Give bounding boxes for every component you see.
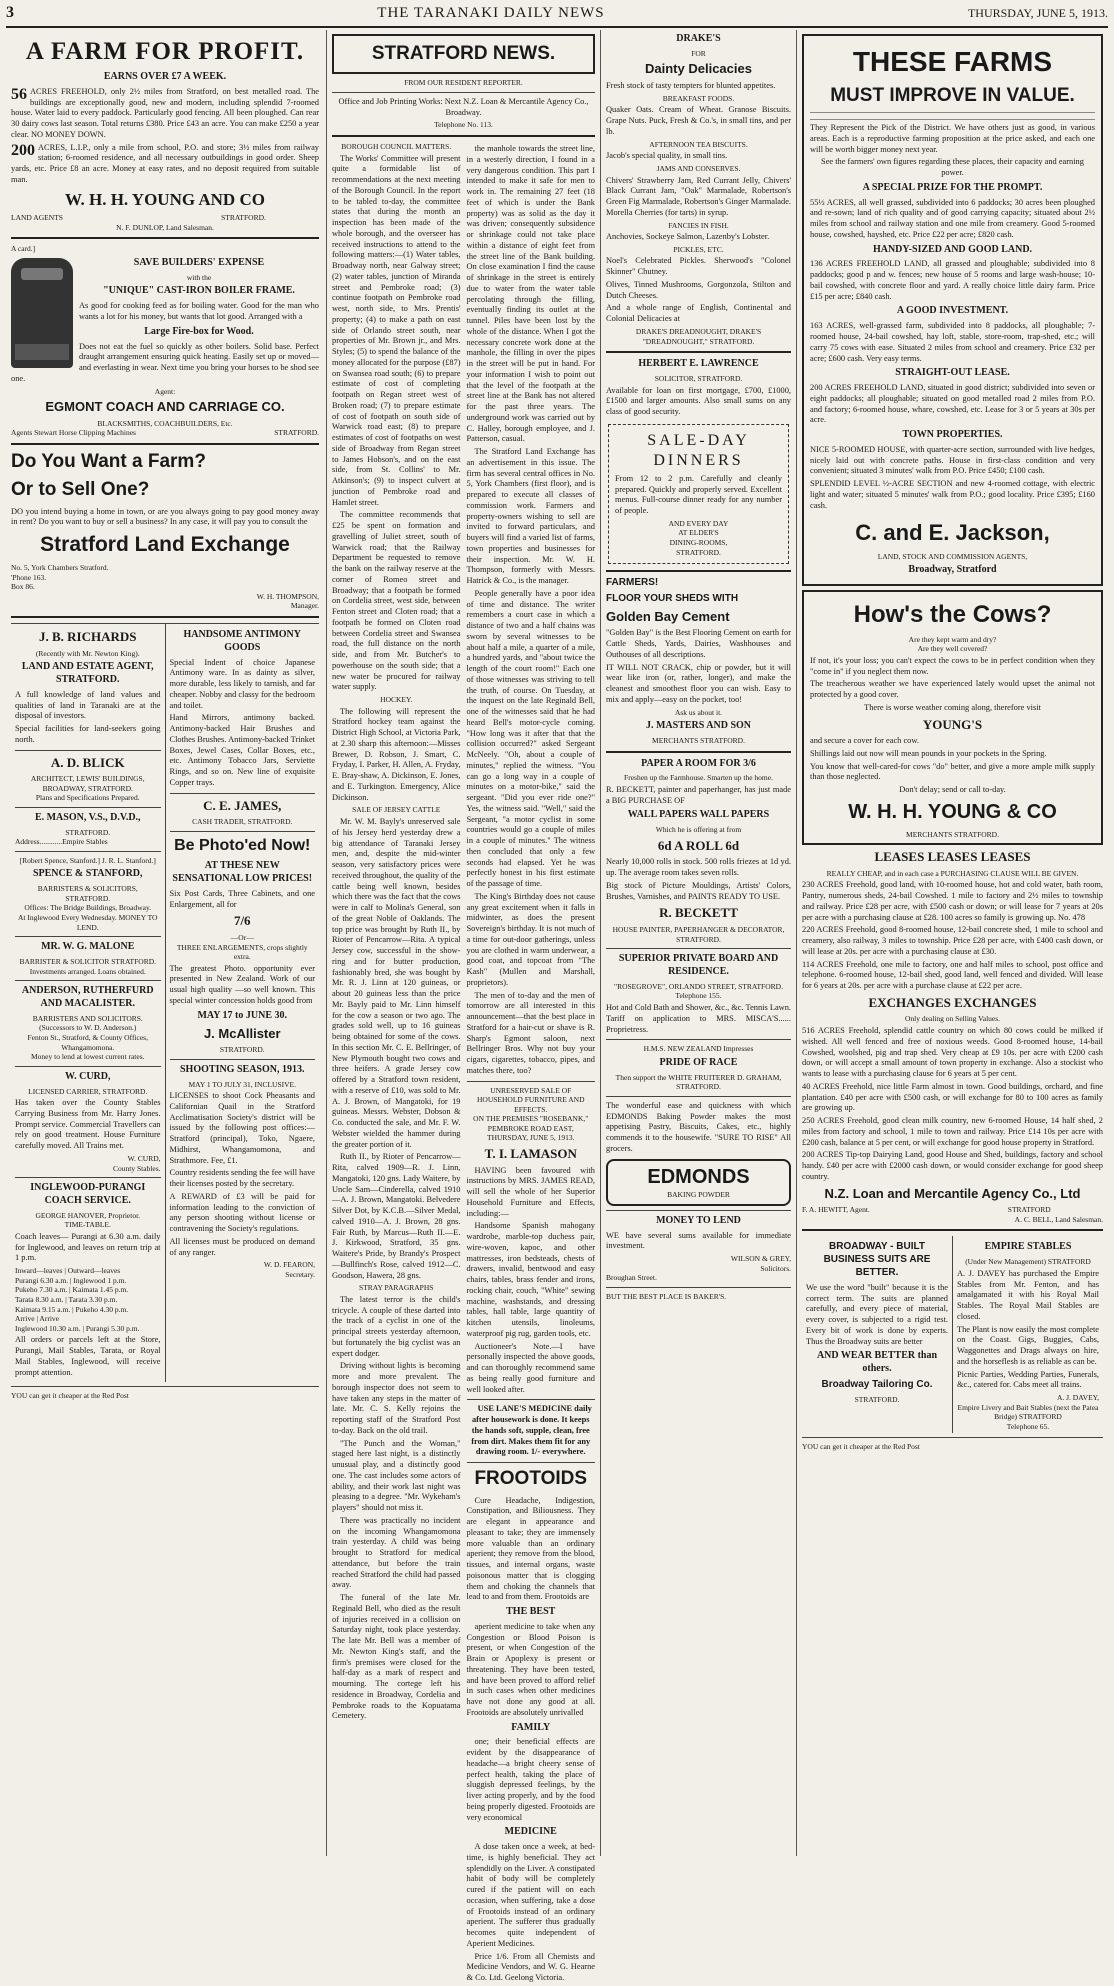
hows-the-cows-advert: How's the Cows? Are they kept warm and dry? Are they well covered? If not, it's your loss; you can't expect the cows to be in perfect condition when they "come in" if you neglect them now. The treacherous weather we have experienced lately would upset the animal not protected by a good cover. There is worse weather coming along, therefore visit YOUNG'S and secure a cover for each cow. Shillings laid out now will mean pounds in your pockets in the Spring. You know that well-cared-for cows "do" better, and give a more ample milk supply than those neglected. Don't delay; send or call to-day. W. H. H. YOUNG & CO MERCHANTS STRATFORD. [802,590,1103,845]
mcallister-name: J. McAllister [203,1025,281,1041]
borough-heading: BOROUGH COUNCIL MATTERS. [341,142,452,151]
issue-date: THURSDAY, JUNE 5, 1913. [967,5,1108,20]
spence-stanford-name: SPENCE & STANFORD, [32,868,143,880]
wall-paper-price: 6d A ROLL 6d [657,837,740,853]
antimony-heading: HANDSOME ANTIMONY GOODS [183,628,301,653]
farm-55-listing: 55½ ACRES, all well grassed, subdivided into 6 paddocks; 30 acres been ploughed and re-sown; land of rich quality and of good carrying capacity; situated about 2½ miles from school and railway station and one mile from creamery. Good 5-roomed house, cowshed, hayshed, etc. Price £22 per acre; £820 cash. [810,197,1095,239]
col1-lower-split: J. B. RICHARDS (Recently with Mr. Newton King). LAND AND ESTATE AGENT, STRATFORD. A full knowledge of land values and qualities of land in Taranaki are at the disposal of investors. Special facilities for land-seekers going north. A. D. BLICK ARCHITECT, LEWIS' BUILDINGS, BROADWAY, STRATFORD. Plans and Specifications Prepared. E. MASON, V.S., D.V.D., STRATFORD. Address............Empire Stables [Robert Spence, Stanford.] J. R. L. Stanford.] SPENCE & STANFORD, BARRISTERS & SOLICITORS, STRATFORD. Offices: The Bridge Buildings, Broadway. At Inglewood Every Wednesday. MONEY TO LEND. MR. W. G. MALONE BARRISTER & SOLICITOR STRATFORD. Investments arranged. Loans obtained. ANDERSON, RUTHERFURD AND MACALISTER. BARRISTERS AND SOLICITORS. (Successors to W. D. Anderson.) Fenton St., Stratford, & County Offices, Whangamomona. Money to lend at lowest current rates. W. CURD, LICENSED CARRIER, STRATFORD. Has taken over the County Stables Carrying Business from Mr. Harry Jones. Prompt service. Commercial Travellers can rely on good treatment. House Furniture carefully moved. All Trains met. W. CURD, County Stables. INGLEWOOD-PURANGI COACH SERVICE. GEORGE HANOVER, Proprietor. TIME-TABLE. Coach leaves— Purangi at 6.30 a.m. daily for Inglewood, and leaves on return trip at 1 p.m. Inward—leaves | Outward—leaves Purangi 6.30 a.m. | Inglewood 1 p.m. Pukeho 7.30 a.m. | Kaimata 1.45 p.m. Tarata 8.30 a.m. | Tarata 3.30 p.m. Kaimata 9.15 a.m. | Pukeho 4.30 p.m. Arrive | Arrive Inglewood 10.30 a.m. | Purangi 5.30 p.m. All orders or parcels left at the Store, Purangi, Mail Stables, Tarata, or Royal Mail Stables, Inglewood, will receive prompt attention. HANDSOME ANTIMONY GOODS Special Indent of choice Japanese Antimony ware. In as dainty as silver, more durable, less likely to tarnish, and far cheaper. Nobby and classy for the bedroom and toilet. Hand Mirrors, antimony backed. Antimony-backed Hair Brushes and Clothes Brushes. Antimony-backed Trinket Boxes, Jewel Cases, Collar Boxes, etc., etc. Antimony Tobacco Jars, Serviette Rings, and so on. New line of exquisite Copper trays. C. E. JAMES, CASH TRADER, STRATFORD. Be Photo'ed Now! AT THESE NEW SENSATIONAL LOW PRICES! Six Post Cards, Three Cabinets, and one Enlargement, all for 7/6 —Or— THREE ENLARGEMENTS, crops slightly extra. The greatest Photo. opportunity ever presented in New Zealand. Work of our usual high quality —so well known. This special winter concession holds good from MAY 17 to JUNE 30. J. McAllister STRATFORD. SHOOTING SEASON, 1913. MAY 1 TO JULY 31, INCLUSIVE. LICENSES to shoot Cock Pheasants and Californian Quail in the Stratford Acclimatisation Society's district will be issued by the following post offices:—Stratford (principal), Toko, Ngaere, Midhirst, Whangamomona, and Strathmore. Fee, £1. Country residents sending the fee will have their licenses posted by the secretary. A REWARD of £3 will be paid for information leading to the conviction of any person shooting without license or contravening the Society's regulations. All licenses must be produced on demand of any ranger. W. D. FEARON, Secretary. [11,623,319,1382]
coach-service-title: INGLEWOOD-PURANGI COACH SERVICE. [30,1182,146,1206]
want-farm-question: Do You Want a Farm? [11,450,206,472]
col4-footer: YOU can get it cheaper at the Red Post [802,1442,920,1452]
stray-heading: STRAY PARAGRAPHS [359,1283,434,1293]
beckett-name: R. BECKETT [659,905,738,921]
col3-footer: BUT THE BEST PLACE IS BAKER'S. [606,1291,727,1301]
young-salesman: N. F. DUNLOP, Land Salesman. [116,222,214,232]
malone-name: MR. W. G. MALONE [41,941,135,953]
mason-name: E. MASON, V.S., D.V.D., [34,811,141,823]
farm-200-lease-listing: 200 ACRES FREEHOLD LAND, situated in good district; subdivided into seven or eight paddocks; all ploughable; situated on good metalled road 2 miles from P.O. and factory; 6-roomed house, whare, cowshed, etc. Lease for 3 or 5 years at 30s per acre. [810,383,1095,425]
must-improve-title: MUST IMPROVE IN VALUE. [830,84,1075,106]
nz-loan-title: N.Z. Loan and Mercantile Agency Co., Ltd [824,1185,1081,1201]
coach-timetable: Inward—leaves | Outward—leaves Purangi 6.30 a.m. | Inglewood 1 p.m. Pukeho 7.30 a.m. | Kaimata 1.45 p.m. Tarata 8.30 a.m. | Tarata 3.30 p.m. Kaimata 9.15 a.m. | Pukeho 4.30 p.m. Arrive | Arrive Inglewood 10.30 a.m. | Purangi 5.30 p.m. [15,1266,140,1333]
jersey-heading: SALE OF JERSEY CATTLE [352,805,441,815]
farm-56-listing: 56 ACRES FREEHOLD, only 2½ miles from Stratford, on best metalled road. The buildings are exceptionally good, new and modern, including splendid 7-roomed house. Water laid to every paddock. Particularly good fencing. All been ploughed. Can rear 30 dairy cows last season. Total returns £380. Price £43 an acre. You can make £250 a year clear. NO MONEY DOWN. [11,85,319,139]
farm-163-listing: 163 ACRES, well-grassed farm, subdivided into 8 paddocks, all ploughable; 7-roomed house, 24-bail cowshed, hay loft, stable, store-room, trap-shed, etc.; will carry 75 cows with ease. Situated 2 miles from school and creamery. Price £32 per acre; £600 cash. Very easy terms. [810,321,1095,363]
farm-for-profit-heading: A FARM FOR PROFIT. [25,38,305,65]
shooting-season-title: SHOOTING SEASON, 1913. [180,1063,305,1075]
egmont-coach-name: EGMONT COACH AND CARRIAGE CO. [45,399,285,415]
masthead [6,0,1108,28]
farm-earnings-sub: EARNS OVER £7 A WEEK. [103,71,227,82]
these-farms-title: THESE FARMS [852,46,1053,77]
edmonds-logo: EDMONDS BAKING POWDER [606,1159,791,1206]
young-agents-heading: W. H. H. YOUNG AND CO [65,189,265,209]
curd-name: W. CURD, [65,1070,111,1082]
drakes-heading: DRAKE'S [676,33,721,44]
hows-the-cows-title: How's the Cows? [853,600,1052,628]
private-board-title: SUPERIOR PRIVATE BOARD AND RESIDENCE. [618,953,779,978]
unique-boiler-advert: A card.] SAVE BUILDERS' EXPENSE with the "UNIQUE" CAST-IRON BOILER FRAME. As good for cooking feed as for boiling water. Good for the man who wants a lot for his money, but wants that lot good. Arranged with a Large Fire-box for Wood. Does not eat the fuel so quickly as other boilers. Solid base. Perfect draught arrangement ensuring quick heating. Easily set up or moved—and everlasting in wear. Next time you bring your horses to be shod see one. Agent: EGMONT COACH AND CARRIAGE CO. BLACKSMITHS, COACHBUILDERS, Etc. Agents Stewart Horse Clipping Machines STRATFORD. [11,244,319,438]
photo-price: 7/6 [233,913,251,929]
sale-day-dinners-ad: SALE-DAY DINNERS From 12 to 2 p.m. Carefully and cleanly prepared. Quickly and properly served. Excellent menus. Full-course dinner ready for any number of people. AND EVERY DAY AT ELDER'S DINING-ROOMS, STRATFORD. [608,424,789,564]
sell-farm-question: Or to Sell One? [11,479,150,501]
hockey-heading: HOCKEY. [380,695,413,705]
richards-name: J. B. RICHARDS [38,628,137,644]
exchanges-heading: EXCHANGES EXCHANGES [868,994,1037,1010]
stratford-news-masthead [332,34,595,74]
boiler-illustration [11,258,73,368]
farm-136-listing: 136 ACRES FREEHOLD LAND, all grassed and ploughable; subdivided into 8 paddocks; good p and w. fences; new house of 5 rooms and large wash-house; 10-bail cowshed, with concrete floor and yard. A really choice little dairy farm. Price £15 per acre; £840 cash. [810,259,1095,301]
youngs-name: YOUNG'S [922,716,983,732]
dainty-delicacies-title: Dainty Delicacies [645,61,752,77]
anderson-name: ANDERSON, RUTHERFURD AND MACALISTER. [21,985,154,1010]
land-exchange-text: DO you intend buying a home in town, or are you always going to pay good money away in rent? Do you want to buy or sell a business? In any case, it will pay you to consult the [11,506,319,527]
photo-heading: Be Photo'ed Now! [174,836,311,854]
these-farms-advert: THESE FARMS MUST IMPROVE IN VALUE. They Represent the Pick of the District. We have others just as good, in various areas. Each is a reproductive farming proposition at the price asked, and each one will be worth bigger money next year. See the farmers' own figures regarding these places, their capacity and earning power. A SPECIAL PRIZE FOR THE PROMPT. 55½ ACRES, all well grassed, subdivided into 6 paddocks; 30 acres been ploughed and re-sown; land of rich quality and of good carrying capacity; situated about 2½ miles from school and railway station and one mile from creamery. Good 5-roomed house, cowshed, hayshed, etc. Price £22 per acre; £820 cash. HANDY-SIZED AND GOOD LAND. 136 ACRES FREEHOLD LAND, all grassed and ploughable; subdivided into 8 paddocks; good p and w. fences; new house of 5 rooms and large wash-house; 10-bail cowshed, with concrete floor and yard. A really choice little dairy farm. Price £15 per acre; £840 cash. A GOOD INVESTMENT. 163 ACRES, well-grassed farm, subdivided into 8 paddocks, all ploughable; 7-roomed house, 24-bail cowshed, hay loft, stable, store-room, trap-shed, etc.; will carry 75 cows with ease. Situated 2 miles from school and creamery. Price £32 per acre; £600 cash. Very easy terms. STRAIGHT-OUT LEASE. 200 ACRES FREEHOLD LAND, situated in good district; subdivided into seven or eight paddocks; all ploughable; situated on good metalled road 2 miles from P.O. and factory; 6-roomed house, whare, cowshed, etc. Lease for 3 or 5 years at 30s per acre. TOWN PROPERTIES. NICE 5-ROOMED HOUSE, with quarter-acre section, surrounded with live hedges, nicely laid out with concrete paths. House in first-class condition and very convenient; situated 3 minutes' walk from P.O. Price £450; £100 cash. SPLENDID LEVEL ½-ACRE SECTION and new 4-roomed cottage, with electric light and water; situated 5 minutes' walk from P.O.; good locality. Price £395; £160 cash. C. and E. Jackson, LAND, STOCK AND COMMISSION AGENTS, Broadway, Stratford [802,34,1103,586]
young-merchants-title: W. H. H. YOUNG & CO [848,800,1057,823]
column-3: DRAKE'S FOR Dainty Delicacies Fresh stock of tasty tempters for blunted appetites. BREAKFAST FOODS. Quaker Oats. Cream of Wheat. Granose Biscuits. Grape Nuts. Puck, Fresh & Co.'s, in small tins, and per lb. AFTERNOON TEA BISCUITS. Jacob's special quality, in small tins. JAMS AND CONSERVES. Chivers' Strawberry Jam, Red Currant Jelly, Chivers' Black Currant Jam, "Oak" Marmalade, Robertson's Green Fig Marmalade, Robertson's Ginger Marmalade. Morella Cherries (for tarts) in syrup. FANCIES IN FISH. Anchovies, Sockeye Salmon, Lazenby's Lobster. PICKLES, ETC. Noel's Celebrated Pickles. Sherwood's "Colonel Skinner" Chutney. Olives, Tinned Mushrooms, Gorgonzola, Stilton and Dutch Cheeses. And a whole range of English, Continental and Colonial Delicacies at DRAKE'S DREADNOUGHT, DRAKE'S "DREADNOUGHT," STRATFORD. HERBERT E. LAWRENCE SOLICITOR, STRATFORD. Available for loan on first mortgage, £700, £1000, £1500 and larger amounts. Also small sums on any class of good security. SALE-DAY DINNERS From 12 to 2 p.m. Carefully and cleanly prepared. Quickly and properly served. Excellent menus. Full-course dinner ready for any number of people. AND EVERY DAY AT ELDER'S DINING-ROOMS, STRATFORD. FARMERS! FLOOR YOUR SHEDS WITH Golden Bay Cement "Golden Bay" is the Best Flooring Cement on earth for Cattle Sheds, Yards, Dairies, Washhouses and Outhouses of all descriptions. IT WILL NOT CRACK, chip or powder, but it will wear like iron (or, rather, longer), and make the cleanest and smoothest floor you can wish. Easy to mix and apply—easy on the pocket, too! Ask us about it. J. MASTERS AND SON MERCHANTS STRATFORD. PAPER A ROOM FOR 3/6 Freshen up the Farmhouse. Smarten up the home. R. BECKETT, painter and paperhanger, has just made a BIG PURCHASE OF WALL PAPERS WALL PAPERS Which he is offering at from 6d A ROLL 6d Nearly 10,000 rolls in stock. 500 rolls friezes at 1d yd. up. The average room takes seven rolls. Big stock of Picture Mouldings, Artists' Colors, Brushes, Varnishes, and PAINTS READY TO USE. R. BECKETT HOUSE PAINTER, PAPERHANGER & DECORATOR, STRATFORD. SUPERIOR PRIVATE BOARD AND RESIDENCE. "ROSEGROVE", ORLANDO STREET, STRATFORD. Telephone 155. Hot and Cold Bath and Shower, &c., &c. Tennis Lawn. Tariff on application to MRS. MISCA'S...... Proprietress. H.M.S. NEW ZEALAND Impresses PRIDE OF RACE Then support the WHITE FRUITERER D. GRAHAM, STRATFORD. The wonderful ease and quickness with which EDMONDS Baking Powder makes the most appetising Pastry, Biscuits, Cakes, etc., highly commends it to the housewife. "SURE TO RISE" All grocers. EDMONDS BAKING POWDER MONEY TO LEND WE have several sums available for immediate investment. WILSON & GREY, Solicitors. Broughan Street. BUT THE BEST PLACE IS BAKER'S. [600,30,796,1856]
lanes-medicine-ad: USE LANE'S MEDICINE daily after housework is done. It keeps the hands soft, supple, clean, free from dirt. Makes them fit for any drawing room. 1/- everywhere. [471,1404,592,1457]
news-columns: BOROUGH COUNCIL MATTERS. The Works' Committee will present quite a formidable list of recommendations at the next meeting of the Borough Council. In the report to be tabled to-day, the committee states that during the month an inspection has been made of the whole borough, and the overseer has received instructions to attend to the following matters:—(1) Water tables, Broadway north, near Galway street; (2) water tables, junction of Miranda street and Pembroke road; (3) continue footpath on Pembroke road west, north side, to Mrs. Prentis' property; (4) to make a path on east side of Orlando street south, near properties of Mr. Brown jr., and Mrs. Styles; (5) to spend the balance of the money allocated for the purpose (£87) on Swansea road south; (6) to prepare estimate of cost of completing footpath on Regan street west of Broken road; (7) to prepare estimate of cost of footpath on south side of Warwick road east; (8) to prepare estimates of cost of footpaths on west side of Broadway from Regan street to James Hobson's, and on the east side, from St. Collins' to Mr. Atkinson's; (9) to inspect culvert at junction of Pembroke road and Hamlet street. The committee recommends that £25 be spent on formation and gravelling of Juliet street, south of Warwick road; that the Railway Department be requested to remove the bank on the railway reserve at the corner of Romeo street and Broadway; that a footpath be formed on Cordelia street, west side, between Fenton street and Cloten road; that a footpath be formed on Cloten road between Cordelia street and Swansea road, the full distance on the north side, and from Mr. Butcher's to powerhouse on the south side; that a new water be procured for railway water supply. HOCKEY. The following will represent the Stratford hockey team against the District High School, at Victoria Park, at 2.30 sharp this afternoon:—Misses Brewer, D. Robson, J. Smart, C. Fryday, I. Parker, H. Allen, A. Fryday, E. Bray-shaw, A. Dickinson, E. Jones, and E. Turkington. Emergency, Alice Dickinson. SALE OF JERSEY CATTLE Mr. W. M. Bayly's unreserved sale of his Jersey herd yesterday drew a big attendance of Taranaki Jersey men, and, despite the mid-winter season, very satisfactory prices were received throughout, the quality of the cattle being well known, besides which there was the fact that the cows were in calf to Molina's General, son of the great Noble of Oaklands. The top price was brought by Ruth II., by Rioter of Pencarrow—Rita. A typical Jersey cow, successful in the show-ring and for butter production, fashionably bred, she was bought by Mr. R. J. Linn at 120 guineas, or about 20 guineas less than the price Mr. Bayly paid to Mr. Linn himself for the cow a season or two ago. The grades sold well, up to 16 guineas being obtained for some of the cows. In this section Mr. C. E. Bellringer, of New Plymouth bought two cows and three heifers. A grade Jersey cow offered by a Stratford town resident, with a reserve of £10, was sold to Mr. A. J. Brown, of Mangatoki, for 19 guineas. Messrs. Webster, Dobson & Co. conducted the sale, and Mr. F. W. Webster wielded the hammer during the greater portion of it. Ruth II., by Rioter of Pencarrow—Rita, calved 1909—R. J. Linn, Mangatoki, 120 gns. Lady Waitere, by Uncle Sam—Cinderella, calved 1910—A. J. Brown, Mangatoki. Belvedere Silver Dot, by K.C.B.—Silver Medal, calved 1910—A. J. Brown, 28 gns. Fair Ruth, by Marcus—Ruth II.—E. J. Kirkwood, Stratford, 35 gns. Waitere's Pride, by Brandy's Prospect—Bullfinch's Rose, calved 1912—C. Goodson, Hawera, 28 gns. STRAY PARAGRAPHS The latest terror is the child's tricycle. A couple of these darted into the track of a cyclist in one of the principal streets yesterday afternoon, but fortunately the big cyclist was an expert dodger. Driving without lights is becoming more and more prevalent. The borough inspector does not seem to have taken any steps in the matter of late. Mr. C. S. Kelly rejoins the reporting staff of the Stratford Post to-day. Back on the old trail. "The Punch and the Woman," staged here last night, is a distinctly unusual play, and a distinctly good one. The cast includes some actors of ability, and their work last night was pleasing to a degree. "Mr. Wykeham's players" should not miss it. There was practically no incident on the incoming Whangamomona train yesterday. A child was being brought to Stratford for medical attendance, but before the train reached Stratford the child had passed away. The funeral of the late Mr. Reginald Bell, who died as the result of injuries received in a collision on Saturday night, took place yesterday. The late Mr. Bell was a member of Mr. Newton King's staff, and the firm's premises were closed for the half-day as a mark of respect and mourning. The cortege left his residence in Broadway, Cordelia and Pembroke roads to the Kopuatama Cemetery. the manhole towards the street line, in a westerly direction, I found in a very dangerous condition. This part I intended to make it safe for men to work in. The remaining 27 feet (18 feet of which is under the Bank property) was as solid as the day it was driven; consequently subsidence or shrinkage could not take place within a distance of eight feet from the street line of the Bank building. On close examination I find the cause of shrinkage in the street is entirely due to water from the water table percolating through the filling, eventually finding its outlet at the tunnel. Piles have been lost by the whole of the distance. When I got the necessary concrete work done at the manhole, the filling in over the pipes in the street will be put in hand. For your information I wish to point out that the level of the footpath at the street line at the Bank has not altered for the past three years. The underground work was carried out by C. Halley, borough employee, and J. Patterson, casual. The Stratford Land Exchange has an advertisement in this issue. The firm has several central offices in No. 5, York Chambers (first floor), and is prepared to execute all classes of commission work. Farmers and property-owners wishing to sell are invited to forward particulars, and buyers will find a varied list of farms, town properties and businesses for their inspection. Mr. W. H. Thompson, formerly with Messrs. Hatrick & Co., is the manager. People generally have a poor idea of time and distance. The writer remembers a court case in which a distance of two and a half chains was sworn by several witnesses to be about half a mile, a quarter of a mile, a hundred yards, and "about twice the length of the court room!" Each one of those witnesses was striving to tell the truth, of course. On Tuesday, at the inquest on the late Reginald Bell, one of the witnesses said that he had heard Bell's motor-cycle coming. "How long was it after that that the collision occurred?" asked Sergeant McNeely. "Oh, about a couple of minutes," replied the witness. "You can go a long way in a couple of minutes on a motor-bike," said the sergeant. "Did you ever ride one?" Yes, the witness said. "Well," said the Sergeant, "a motor cyclist in some countries would go a couple of miles in a couple of minutes." The witness then concluded that only a few seconds had elapsed. Yet he was perfectly honest in his first estimate of the passage of time. The King's Birthday does not cause any great excitement when it falls in midwinter, as does the present Sovereign's birthday. It is not much of a time for out-door gatherings, unless you are clothed in warm underwear, a good coat, and topcoat from "The Kash" (Mullen and Marshall, proprietors). The men of to-day and the men of tomorrow are all interested in this announcement—that the best place in Stratford for a hair-cut or shave is R. Sharp's Egmont saloon, next Bellringer Bros. Why not buy your cigars, cigarettes, tobacco, pipes, and matches there, too? UNRESERVED SALE OF HOUSEHOLD FURNITURE AND EFFECTS. ON THE PREMISES "ROSEBANK," PEMBROKE ROAD EAST, THURSDAY, JUNE 5, 1913. T. I. LAMASON HAVING been favoured with instructions by MRS. JAMES READ, will sell the whole of her Superior Household Furniture and Effects, including:— Handsome Spanish mahogany wardrobe, marble-top duchess pair, wire-woven, kapoc, and other mattresses, iron bedsteads, chests of drawers, invalid, bentwood and easy chairs, tables, brass fender and irons, rocking chair, couch, "White" sewing machine, washstands, and dressing tables, hall table, large quantity of kitchen utensils, linoleums, waterproof pig rug, garden tools, etc. Auctioneer's Note.—I have personally inspected the above goods, and can thoroughly recommend same as being really good furniture and well looked after. USE LANE'S MEDICINE daily after housework is done. It keeps the hands soft, supple, clean, free from dirt. Makes them fit for any drawing room. 1/- everywhere. FROOTOIDS Cure Headache, Indigestion, Constipation, and Biliousness. They are elegant in appearance and pleasant to take; they are immensely more valuable than an ordinary aperient; they remove from the blood, tissues, and internal organs, waste poisonous matter that is clogging them and choking the channels that lead to and from them. Frootoids are THE BEST aperient medicine to take when any Congestion or Blood Poison is present, or when Congestion of the Brain or Apoplexy is present or threatening. They have been tested, and have been proved to afford relief in such cases when other medicines have not done any good at all. Frootoids are absolutely unrivalled FAMILY one; their beneficial effects are evident by the disappearance of headache—a bright cheery sense of perfect health, taking the place of sluggish depressed feelings, by the liver acting properly, and by the food being properly digested. Frootoids are very economical MEDICINE A dose taken once a week, at bed-time, is highly beneficial. They act splendidly on the Liver. A constipated habit of body will be completely cured if the patient will on each occasion, when suffering, take a dose of Frootoids instead of an ordinary aperient. The sufferer thus gradually becomes quite independent of Aperient Medicines. Price 1/6. From all Chemists and Medicine Vendors, and W. G. Hearne & Co. Ltd. Geelong Victoria. [332,142,595,1983]
blick-name: A. D. BLICK [50,754,125,770]
column-4: THESE FARMS MUST IMPROVE IN VALUE. They Represent the Pick of the District. We have others just as good, in various areas. Each is a reproductive farming proposition at the price asked, and each one will be worth bigger money next year. See the farmers' own figures regarding these places, their capacity and earning power. A SPECIAL PRIZE FOR THE PROMPT. 55½ ACRES, all well grassed, subdivided into 6 paddocks; 30 acres been ploughed and re-sown; land of rich quality and of good carrying capacity; situated about 2½ miles from school and railway station and one mile from creamery. Good 5-roomed house, cowshed, hayshed, etc. Price £22 per acre; £820 cash. HANDY-SIZED AND GOOD LAND. 136 ACRES FREEHOLD LAND, all grassed and ploughable; subdivided into 8 paddocks; good p and w. fences; new house of 5 rooms and large wash-house; 10-bail cowshed, with concrete floor and yard. A really choice little dairy farm. Price £15 per acre; £840 cash. A GOOD INVESTMENT. 163 ACRES, well-grassed farm, subdivided into 8 paddocks, all ploughable; 7-roomed house, 24-bail cowshed, hay loft, stable, store-room, trap-shed, etc.; will carry 75 cows with ease. Situated 2 miles from school and creamery. Price £32 per acre; £600 cash. Very easy terms. STRAIGHT-OUT LEASE. 200 ACRES FREEHOLD LAND, situated in good district; subdivided into seven or eight paddocks; all ploughable; situated on good metalled road 2 miles from P.O. and factory; 6-roomed house, whare, cowshed, etc. Lease for 3 or 5 years at 30s per acre. TOWN PROPERTIES. NICE 5-ROOMED HOUSE, with quarter-acre section, surrounded with live hedges, nicely laid out with concrete paths. House in first-class condition and very convenient; situated 3 minutes' walk from P.O. Price £450; £100 cash. SPLENDID LEVEL ½-ACRE SECTION and new 4-roomed cottage, with electric light and water; situated 5 minutes' walk from P.O.; good locality. Price £395; £160 cash. C. and E. Jackson, LAND, STOCK AND COMMISSION AGENTS, Broadway, Stratford How's the Cows? Are they kept warm and dry? Are they well covered? If not, it's your loss; you can't expect the cows to be in perfect condition when they "come in" if you neglect them now. The treacherous weather we have experienced lately would upset the animal not protected by a good cover. There is worse weather coming along, therefore visit YOUNG'S and secure a cover for each cow. Shillings laid out now will mean pounds in your pockets in the Spring. You know that well-cared-for cows "do" better, and give a more ample milk supply than those neglected. Don't delay; send or call to-day. W. H. H. YOUNG & CO MERCHANTS STRATFORD. LEASES LEASES LEASES REALLY CHEAP, and in each case a PURCHASING CLAUSE WILL BE GIVEN. 230 ACRES Freehold, good land, with 10-roomed house, hot and cold water, bath room, Pantry, numerous sheds, 24-bail Cowshed. 1 mile to factory and 2½ miles to township and railway. Price £28 per acre, with £500 cash or down; or will lease for 7 years at 20s per acre with a purchasing clause at £28. 100 acres so family is growing up. No. 478 220 ACRES Freehold, good 8-roomed house, 12-bail concrete shed, 1 mile to school and creamery, also railway, 3 miles to township. Price £28 per acre, with £400 cash down, or will lease at 20s. per acre with a purchasing clause at £30. 114 ACRES Freehold, one mile to factory, one and half miles to school, post office and telephone. 6-roomed house, 12-bail shed, good land, well fenced and divided. Will lease for 6 years at 20s. per acre with a purchase clause at £22 per acre. EXCHANGES EXCHANGES Only dealing on Selling Values. 516 ACRES Freehold, splendid cattle country on which 80 cows could be milked if wished. All well fenced and free of noxious weeds. Good 8-roomed house, 14-bail Cowshed, woolshed, pig and trap shed. Very cheap at £9 10s. per acre with £200 cash down, or will accept a small amount of town property in exchange. Also a stockist who wants to lease with a purchasing clause for 6 years at 5 per cent. 40 ACRES Freehold, nice little Farm almost in town. Good buildings, orchard, and fine plantation. £40 per acre with £500 cash, or will exchange for 80 to 100 acres as family are growing up. 250 ACRES Freehold, good clean milk country, new 6-roomed House, 14 half shed, 2 miles from factory and school, 1 mile to town and railway. Price £14 10s per acre with £200 cash, balance at 5 per cent, or will exchange for good house property in Stratford. 200 ACRES Tip-top Dairying Land, good House and Shed, buildings, factory and school handy. £40 per acre with £2000 cash down, or would consider exchange for good sheep country. N.Z. Loan and Mercantile Agency Co., Ltd F. A. HEWITT, Agent. STRATFORD A. C. BELL, Land Salesman. BROADWAY - BUILT BUSINESS SUITS ARE BETTER. We use the word "built" because it is the correct term. The suits are planned carefully, and every piece of material, every cover, is subjected to a rigid test. Every bit of work is done by experts. Thus the Broadway suits are better AND WEAR BETTER than others. Broadway Tailoring Co. STRATFORD. EMPIRE STABLES (Under New Management) STRATFORD A. J. DAVEY has purchased the Empire Stables from Mr. Fenton, and has amalgamated it with his Royal Mail Stables. The Royal Mail Stables are closed. The Plant is now easily the most complete on the Coast. Gigs, Buggies, Cabs, Waggonettes and Drags always on hire, and the horseflesh is as reliable as can be. Picnic Parties, Wedding Parties, Funerals, &c., catered for. Cabs meet all trains. A. J. DAVEY, Empire Livery and Bait Stables (next the Patea Bridge) STRATFORD Telephone 65. YOU can get it cheaper at the Red Post [796,30,1108,1856]
paper-a-room-title: PAPER A ROOM FOR 3/6 [641,757,756,769]
column-1: A FARM FOR PROFIT. EARNS OVER £7 A WEEK. 56 ACRES FREEHOLD, only 2½ miles from Stratford, on best metalled road. The buildings are exceptionally good, new and modern, including splendid 7-roomed house. Water laid to every paddock. Particularly good fencing. All been ploughed. Can rear 30 dairy cows last season. Total returns £380. Price £43 an acre. You can make £250 a year clear. NO MONEY DOWN. 200 ACRES, L.I.P., only a mile from school, P.O. and store; 3½ miles from railway station; 6-roomed residence, and all necessary outbuildings in good order. Sheep yards, etc. Price £8 an acre. Money at easy rates, and no deposit required from suitable man. W. H. H. YOUNG AND CO LAND AGENTS STRATFORD. N. F. DUNLOP, Land Salesman. A card.] SAVE BUILDERS' EXPENSE with the "UNIQUE" CAST-IRON BOILER FRAME. As good for cooking feed as for boiling water. Good for the man who wants a lot for his money, but wants that lot good. Arranged with a Large Fire-box for Wood. Does not eat the fuel so quickly as other boilers. Solid base. Perfect draught arrangement ensuring quick heating. Easily set up or moved—and everlasting in wear. Next time you bring your horses to be shod see one. Agent: EGMONT COACH AND CARRIAGE CO. BLACKSMITHS, COACHBUILDERS, Etc. Agents Stewart Horse Clipping Machines STRATFORD. Do You Want a Farm? Or to Sell One? DO you intend buying a home in town, or are you always going to pay good money away in rent? Do you want to buy or sell a business? In any case, it will pay you to consult the Stratford Land Exchange No. 5, York Chambers Stratford. 'Phone 163. Box 86. W. H. THOMPSON, Manager. J. B. RICHARDS (Recently with Mr. Newton King). LAND AND ESTATE AGENT, STRATFORD. A full knowledge of land values and qualities of land in Taranaki are at the disposal of investors. Special facilities for land-seekers going north. A. D. BLICK ARCHITECT, LEWIS' BUILDINGS, BROADWAY, STRATFORD. Plans and Specifications Prepared. E. MASON, V.S., D.V.D., STRATFORD. Address............Empire Stables [Robert Spence, Stanford.] J. R. L. Stanford.] SPENCE & STANFORD, BARRISTERS & SOLICITORS, STRATFORD. Offices: The Bridge Buildings, Broadway. At Inglewood Every Wednesday. MONEY TO LEND. MR. W. G. MALONE BARRISTER & SOLICITOR STRATFORD. Investments arranged. Loans obtained. ANDERSON, RUTHERFURD AND MACALISTER. BARRISTERS AND SOLICITORS. (Successors to W. D. Anderson.) Fenton St., Stratford, & County Offices, Whangamomona. Money to lend at lowest current rates. W. CURD, LICENSED CARRIER, STRATFORD. Has taken over the County Stables Carrying Business from Mr. Harry Jones. Prompt service. Commercial Travellers can rely on good treatment. House Furniture carefully moved. All Trains met. W. CURD, County Stables. INGLEWOOD-PURANGI COACH SERVICE. GEORGE HANOVER, Proprietor. TIME-TABLE. Coach leaves— Purangi at 6.30 a.m. daily for Inglewood, and leaves on return trip at 1 p.m. Inward—leaves | Outward—leaves Purangi 6.30 a.m. | Inglewood 1 p.m. Pukeho 7.30 a.m. | Kaimata 1.45 p.m. Tarata 8.30 a.m. | Tarata 3.30 p.m. Kaimata 9.15 a.m. | Pukeho 4.30 p.m. Arrive | Arrive Inglewood 10.30 a.m. | Purangi 5.30 p.m. All orders or parcels left at the Store, Purangi, Mail Stables, Tarata, or Royal Mail Stables, Inglewood, will receive prompt attention. HANDSOME ANTIMONY GOODS Special Indent of choice Japanese Antimony ware. In as dainty as silver, more durable, less likely to tarnish, and far cheaper. Nobby and classy for the bedroom and toilet. Hand Mirrors, antimony backed. Antimony-backed Hair Brushes and Clothes Brushes. Antimony-backed Trinket Boxes, Jewel Cases, Collar Boxes, etc., etc. Antimony Tobacco Jars, Serviette Rings, and so on. New line of exquisite Copper trays. C. E. JAMES, CASH TRADER, STRATFORD. Be Photo'ed Now! AT THESE NEW SENSATIONAL LOW PRICES! Six Post Cards, Three Cabinets, and one Enlargement, all for 7/6 —Or— THREE ENLARGEMENTS, crops slightly extra. The greatest Photo. opportunity ever presented in New Zealand. Work of our usual high quality —so well known. This special winter concession holds good from MAY 17 to JUNE 30. J. McAllister STRATFORD. SHOOTING SEASON, 1913. MAY 1 TO JULY 31, INCLUSIVE. LICENSES to shoot Cock Pheasants and Californian Quail in the Stratford Acclimatisation Society's district will be issued by the following post offices:—Stratford (principal), Toko, Ngaere, Midhirst, Whangamomona, and Strathmore. Fee, £1. Country residents sending the fee will have their licenses posted by the secretary. A REWARD of £3 will be paid for information leading to the conviction of any person shooting without license or contravening the Society's regulations. All licenses must be produced on demand of any ranger. W. D. FEARON, Secretary. YOU can get it cheaper at the Red Post [11,38,319,1401]
col1-footer: YOU can get it cheaper at the Red Post [11,1391,129,1401]
young-agents-line: LAND AGENTS STRATFORD. [11,213,266,223]
broadway-suits-title: BROADWAY - BUILT BUSINESS SUITS ARE BETTER. [823,1241,931,1278]
empire-stables-title: EMPIRE STABLES [984,1241,1072,1253]
frootoids-title: FROOTOIDS [474,1468,588,1490]
page-number: 3 [6,4,14,21]
stratford-land-exchange-heading: Stratford Land Exchange [40,533,290,557]
lawrence-name: HERBERT E. LAWRENCE [638,358,759,370]
james-name: C. E. JAMES, [203,797,282,813]
lamason-name: T. I. LAMASON [484,1146,577,1162]
leases-heading: LEASES LEASES LEASES [874,849,1031,865]
broadway-tailoring-name: Broadway Tailoring Co. [821,1378,933,1390]
pride-of-race: PRIDE OF RACE [659,1056,738,1068]
stratford-news-title: STRATFORD NEWS. [371,43,556,64]
jackson-name: C. and E. Jackson, [855,520,1050,546]
unreserved-sale-heading: UNRESERVED SALE OF HOUSEHOLD FURNITURE AND EFFECTS. [476,1085,585,1114]
farm-200-listing: 200 ACRES, L.I.P., only a mile from school, P.O. and store; 3½ miles from railway station; 6-roomed residence, and all necessary outbuildings in good order. Sheep yards, etc. Price £8 an acre. Money at easy rates, and no deposit required from suitable man. [11,141,319,184]
column-2: STRATFORD NEWS. FROM OUR RESIDENT REPORTER. Office and Job Printing Works: Next N.Z. Loan & Mercantile Agency Co., Broadway. Telephone No. 113. BOROUGH COUNCIL MATTERS. The Works' Committee will present quite a formidable list of recommendations at the next meeting of the Borough Council. In the report to be tabled to-day, the committee states that during the month an inspection has been made of the whole borough, and the overseer has received instructions to attend to the following matters:—(1) Water tables, Broadway north, near Galway street; (2) water tables, junction of Miranda street and Pembroke road; (3) continue footpath on Pembroke road west, north side, to Mrs. Prentis' property; (4) to make a path on east side of Orlando street south, near properties of Mr. Brown jr., and Mrs. Styles; (5) to spend the balance of the money allocated for the purpose (£87) on Swansea road south; (6) to prepare estimate of cost of completing footpath on Regan street west of Broken road; (7) to prepare estimate of cost of footpath on south side of Warwick road east; (8) to prepare estimates of cost of footpaths on west side of Broadway from Regan street to James Hobson's, and on the east side, from St. Collins' to Mr. Atkinson's; (9) to inspect culvert at junction of Pembroke road and Hamlet street. The committee recommends that £25 be spent on formation and gravelling of Juliet street, south of Warwick road; that the Railway Department be requested to remove the bank on the railway reserve at the corner of Romeo street and Broadway; that a footpath be formed on Cordelia street, west side, between Fenton street and Cloten road; that a footpath be formed on Cloten road between Cordelia street and Swansea road, the full distance on the north side, and from Mr. Butcher's to powerhouse on the south side; that a new water be procured for railway water supply. HOCKEY. The following will represent the Stratford hockey team against the District High School, at Victoria Park, at 2.30 sharp this afternoon:—Misses Brewer, D. Robson, J. Smart, C. Fryday, I. Parker, H. Allen, A. Fryday, E. Bray-shaw, A. Dickinson, E. Jones, and E. Turkington. Emergency, Alice Dickinson. SALE OF JERSEY CATTLE Mr. W. M. Bayly's unreserved sale of his Jersey herd yesterday drew a big attendance of Taranaki Jersey men, and, despite the mid-winter season, very satisfactory prices were received throughout, the quality of the cattle being well known, besides which there was the fact that the cows were in calf to Molina's General, son of the great Noble of Oaklands. The top price was brought by Ruth II., by Rioter of Pencarrow—Rita. A typical Jersey cow, successful in the show-ring and for butter production, fashionably bred, she was bought by Mr. R. J. Linn at 120 guineas, or about 20 guineas less than the price Mr. Bayly paid to Mr. Linn himself for the cow a season or two ago. The grades sold well, up to 16 guineas being obtained for some of the cows. In this section Mr. C. E. Bellringer, of New Plymouth bought two cows and three heifers. A grade Jersey cow offered by a Stratford town resident, with a reserve of £10, was sold to Mr. A. J. Brown, of Mangatoki, for 19 guineas. Messrs. Webster, Dobson & Co. conducted the sale, and Mr. F. W. Webster wielded the hammer during the greater portion of it. Ruth II., by Rioter of Pencarrow—Rita, calved 1909—R. J. Linn, Mangatoki, 120 gns. Lady Waitere, by Uncle Sam—Cinderella, calved 1910—A. J. Brown, Mangatoki. Belvedere Silver Dot, by K.C.B.—Silver Medal, calved 1910—A. J. Brown, 28 gns. Fair Ruth, by Marcus—Ruth II.—E. J. Kirkwood, Stratford, 35 gns. Waitere's Pride, by Brandy's Prospect—Bullfinch's Rose, calved 1912—C. Goodson, Hawera, 28 gns. STRAY PARAGRAPHS The latest terror is the child's tricycle. A couple of these darted into the track of a cyclist in one of the principal streets yesterday afternoon, but fortunately the big cyclist was an expert dodger. Driving without lights is becoming more and more prevalent. The borough inspector does not seem to have taken any steps in the matter of late. Mr. C. S. Kelly rejoins the reporting staff of the Stratford Post to-day. Back on the old trail. "The Punch and the Woman," staged here last night, is a distinctly unusual play, and a distinctly good one. The cast includes some actors of ability, and their work last night was pleasing to a degree. "Mr. Wykeham's players" should not miss it. There was practically no incident on the incoming Whangamomona train yesterday. A child was being brought to Stratford for medical attendance, but before the train reached Stratford the child had passed away. The funeral of the late Mr. Reginald Bell, who died as the result of injuries received in a collision on Saturday night, took place yesterday. The late Mr. Bell was a member of Mr. Newton King's staff, and the firm's premises were closed for the half-day as a mark of respect and mourning. The cortege left his residence in Broadway, Cordelia and Pembroke roads to the Kopuatama Cemetery. the manhole towards the street line, in a westerly direction, I found in a very dangerous condition. This part I intended to make it safe for men to work in. The remaining 27 feet (18 feet of which is under the Bank property) was as solid as the day it was driven; consequently subsidence or shrinkage could not take place within a distance of eight feet from the street line of the Bank building. On close examination I find the cause of shrinkage in the street is entirely due to water from the water table percolating through the filling, eventually finding its outlet at the tunnel. Piles have been lost by the whole of the distance. When I got the necessary concrete work done at the manhole, the filling in over the pipes in the street will be put in hand. For your information I wish to point out that the level of the footpath at the street line at the Bank has not altered for the past three years. The underground work was carried out by C. Halley, borough employee, and J. Patterson, casual. The Stratford Land Exchange has an advertisement in this issue. The firm has several central offices in No. 5, York Chambers (first floor), and is prepared to execute all classes of commission work. Farmers and property-owners wishing to sell are invited to forward particulars, and buyers will find a varied list of farms, town properties and businesses for their inspection. Mr. W. H. Thompson, formerly with Messrs. Hatrick & Co., is the manager. People generally have a poor idea of time and distance. The writer remembers a court case in which a distance of two and a half chains was sworn by several witnesses to be about half a mile, a quarter of a mile, a hundred yards, and "about twice the length of the court room!" Each one of those witnesses was striving to tell the truth, of course. On Tuesday, at the inquest on the late Reginald Bell, one of the witnesses said that he had heard Bell's motor-cycle coming. "How long was it after that that the collision occurred?" asked Sergeant McNeely. "Oh, about a couple of minutes," replied the witness. "You can go a long way in a couple of minutes on a motor-bike," said the sergeant. "Did you ever ride one?" Yes, the witness said. "Well," said the Sergeant, "a motor cyclist in some countries would go a couple of miles in a couple of minutes." The witness then concluded that only a few seconds had elapsed. Yet he was perfectly honest in his first estimate of the passage of time. The King's Birthday does not cause any great excitement when it falls in midwinter, as does the present Sovereign's birthday. It is not much of a time for out-door gatherings, unless you are clothed in warm underwear, a good coat, and topcoat from "The Kash" (Mullen and Marshall, proprietors). The men of to-day and the men of tomorrow are all interested in this announcement—that the best place in Stratford for a hair-cut or shave is R. Sharp's Egmont saloon, next Bellringer Bros. Why not buy your cigars, cigarettes, tobacco, pipes, and matches there, too? UNRESERVED SALE OF HOUSEHOLD FURNITURE AND EFFECTS. ON THE PREMISES "ROSEBANK," PEMBROKE ROAD EAST, THURSDAY, JUNE 5, 1913. T. I. LAMASON HAVING been favoured with instructions by MRS. JAMES READ, will sell the whole of her Superior Household Furniture and Effects, including:— Handsome Spanish mahogany wardrobe, marble-top duchess pair, wire-woven, kapoc, and other mattresses, iron bedsteads, chests of drawers, invalid, bentwood and easy chairs, tables, brass fender and irons, rocking chair, couch, "White" sewing machine, washstands, and dressing tables, hall table, large quantity of kitchen utensils, linoleums, waterproof pig rug, garden tools, etc. Auctioneer's Note.—I have personally inspected the above goods, and can thoroughly recommend same as being really good furniture and well looked after. USE LANE'S MEDICINE daily after housework is done. It keeps the hands soft, supple, clean, free from dirt. Makes them fit for any drawing room. 1/- everywhere. FROOTOIDS Cure Headache, Indigestion, Constipation, and Biliousness. They are elegant in appearance and pleasant to take; they are immensely more valuable than an ordinary aperient; they remove from the blood, tissues, and internal organs, waste poisonous matter that is clogging them and choking the channels that lead to and from them. Frootoids are THE BEST aperient medicine to take when any Congestion or Blood Poison is present, or when Congestion of the Brain or Apoplexy is present or threatening. They have been tested, and have been proved to afford relief in such cases when other medicines have not done any good at all. Frootoids are absolutely unrivalled FAMILY one; their beneficial effects are evident by the disappearance of headache—a bright cheery sense of perfect health, taking the place of sluggish depressed feelings, by the liver acting properly, and by the food being properly digested. Frootoids are very economical MEDICINE A dose taken once a week, at bed-time, is highly beneficial. They act splendidly on the Liver. A constipated habit of body will be completely cured if the patient will on each occasion, when suffering, take a dose of Frootoids instead of an ordinary aperient. The sufferer thus gradually becomes quite independent of Aperient Medicines. Price 1/6. From all Chemists and Medicine Vendors, and W. G. Hearne & Co. Ltd. Geelong Victoria. [326,30,600,1856]
newspaper-title: THE TARANAKI DAILY NEWS [377,4,605,21]
golden-bay-cement-title: Golden Bay Cement [606,608,730,624]
money-to-lend-title: MONEY TO LEND [656,1214,741,1226]
col4-lower-split: BROADWAY - BUILT BUSINESS SUITS ARE BETTER. We use the word "built" because it is the correct term. The suits are planned carefully, and every piece of material, every cover, is subjected to a rigid test. Every bit of work is done by experts. Thus the Broadway suits are better AND WEAR BETTER than others. Broadway Tailoring Co. STRATFORD. EMPIRE STABLES (Under New Management) STRATFORD A. J. DAVEY has purchased the Empire Stables from Mr. Fenton, and has amalgamated it with his Royal Mail Stables. The Royal Mail Stables are closed. The Plant is now easily the most complete on the Coast. Gigs, Buggies, Cabs, Waggonettes and Drags always on hire, and the horseflesh is as reliable as can be. Picnic Parties, Wedding Parties, Funerals, &c., catered for. Cabs meet all trains. A. J. DAVEY, Empire Livery and Bait Stables (next the Patea Bridge) STRATFORD Telephone 65. [802,1236,1103,1433]
masters-name: J. MASTERS AND SON [645,720,752,732]
